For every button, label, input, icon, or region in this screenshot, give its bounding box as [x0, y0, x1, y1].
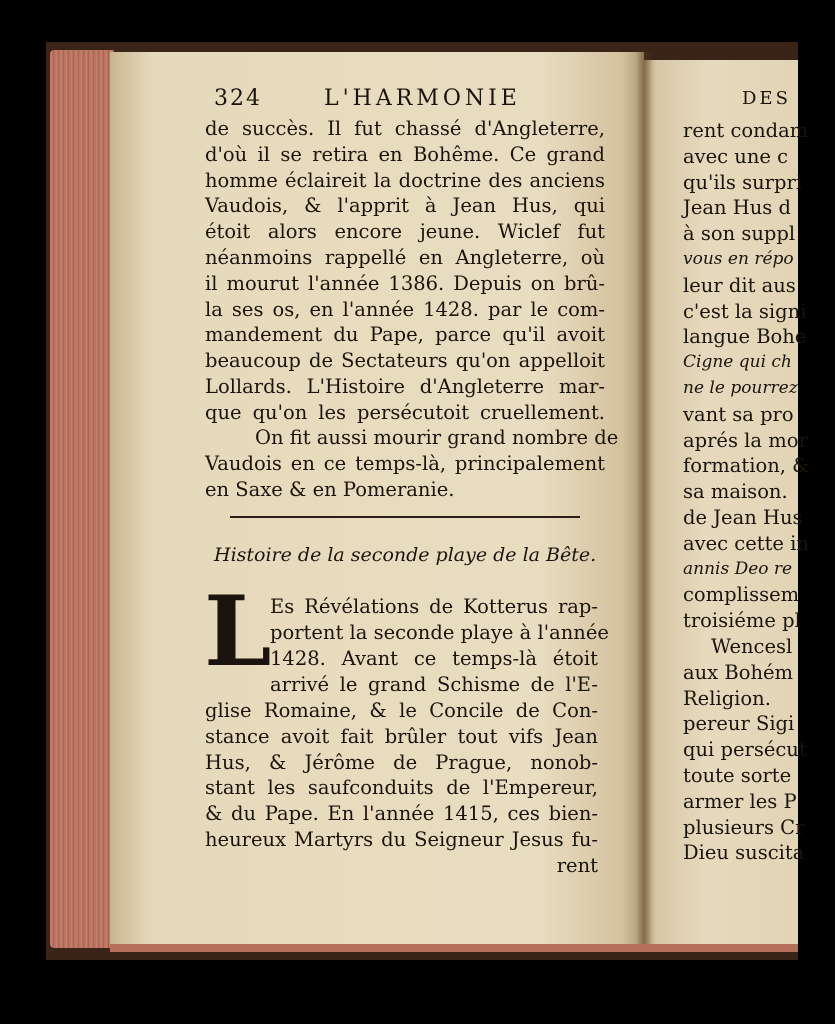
- text-line: troisiéme pl: [683, 609, 801, 633]
- text-line: de Jean Hus: [683, 505, 803, 529]
- text-line: d'où il se retira en Bohême. Ce grand: [205, 142, 605, 166]
- catchword: rent: [556, 853, 598, 877]
- text-line: sa maison.: [683, 480, 788, 504]
- text-line: langue Bohe: [683, 325, 807, 349]
- text-line: ne le pourrez: [683, 377, 798, 398]
- left-running-head: [214, 86, 604, 112]
- text-line: que qu'on les persécutoit cruellement.: [205, 400, 605, 424]
- text-line: On fit aussi mourir grand nombre de: [255, 426, 619, 449]
- text-line: stance avoit fait brûler tout vifs Jean: [205, 724, 598, 748]
- text-line: Jean Hus d: [683, 196, 791, 220]
- text-line: Vaudois, & l'apprit à Jean Hus, qui: [205, 194, 605, 218]
- text-line: arrivé le grand Schisme de l'E-: [270, 673, 598, 696]
- text-line: mandement du Pape, parce qu'il avoit: [205, 323, 605, 347]
- text-line: stant les saufconduits de l'Empereur,: [205, 776, 598, 800]
- right-page-text: [683, 118, 810, 866]
- text-line: Es Révélations de Kotterus rap-: [270, 595, 598, 618]
- section-body-indented: [270, 672, 598, 698]
- right-running-head: DES: [742, 88, 791, 109]
- text-line: qui persécut: [683, 738, 807, 762]
- section-body: [205, 698, 598, 879]
- section-title: Histoire de la seconde playe de la Bête.: [214, 544, 597, 566]
- text-line: portent la seconde playe à l'année: [270, 620, 609, 644]
- text-line: 1428. Avant ce temps-là étoit: [270, 646, 598, 670]
- text-line: Cigne qui ch: [683, 352, 792, 373]
- text-line: rent condam: [683, 119, 809, 142]
- text-line: armer les P: [683, 789, 797, 813]
- text-line: qu'ils surpri: [683, 170, 803, 194]
- text-line: aux Bohém: [683, 660, 794, 684]
- text-line: Dieu suscita: [683, 841, 805, 865]
- text-line: leur dit aus: [683, 273, 796, 297]
- text-line: beaucoup de Sectateurs qu'on appelloit: [205, 349, 605, 373]
- page-edges: [50, 50, 114, 948]
- running-head-title: L'HARMONIE: [324, 86, 521, 111]
- text-line: aprés la mor: [683, 428, 808, 452]
- text-line: c'est la signi: [683, 299, 807, 323]
- book-gutter: [636, 52, 652, 948]
- page-number: 324: [214, 86, 262, 111]
- text-line: la ses os, en l'année 1428. par le com-: [205, 297, 605, 321]
- text-line: étoit alors encore jeune. Wiclef fut: [205, 220, 605, 244]
- text-line: formation, &: [683, 454, 810, 478]
- text-line: Hus, & Jérôme de Prague, nonob-: [205, 750, 598, 774]
- paragraph-2: [205, 425, 619, 502]
- text-line: complissem: [683, 583, 800, 607]
- section-opening: [270, 594, 609, 671]
- bottom-edge: [110, 944, 798, 952]
- text-line: & du Pape. En l'année 1415, ces bien-: [205, 802, 598, 826]
- text-line: toute sorte: [683, 763, 792, 787]
- text-line: pereur Sigi: [683, 712, 795, 736]
- drop-cap: L: [204, 575, 272, 688]
- text-line: Vaudois en ce temps-là, principalement: [205, 451, 605, 475]
- text-line: homme éclaireit la doctrine des anciens: [205, 168, 605, 192]
- text-line: plusieurs Cr: [683, 815, 805, 839]
- text-line: il mourut l'année 1386. Depuis on brû-: [205, 271, 605, 295]
- text-line: glise Romaine, & le Concile de Con-: [205, 699, 598, 722]
- text-line: avec cette in: [683, 531, 809, 555]
- paragraph-1: [205, 116, 605, 426]
- text-line: heureux Martyrs du Seigneur Jesus fu-: [205, 827, 598, 851]
- text-line: Lollards. L'Histoire d'Angleterre mar-: [205, 374, 605, 398]
- text-line: Religion.: [683, 686, 771, 710]
- text-line: vant sa pro: [683, 402, 794, 426]
- text-line: Wencesl: [711, 634, 793, 658]
- text-line: néanmoins rappellé en Angleterre, où: [205, 245, 605, 269]
- text-line: annis Deo re: [683, 558, 793, 579]
- text-line: en Saxe & en Pomeranie.: [205, 477, 455, 501]
- text-line: de succès. Il fut chassé d'Angleterre,: [205, 117, 605, 140]
- text-line: avec une c: [683, 144, 789, 168]
- text-line: à son suppl: [683, 222, 796, 246]
- section-rule: [230, 516, 580, 518]
- text-line: vous en répo: [683, 248, 794, 269]
